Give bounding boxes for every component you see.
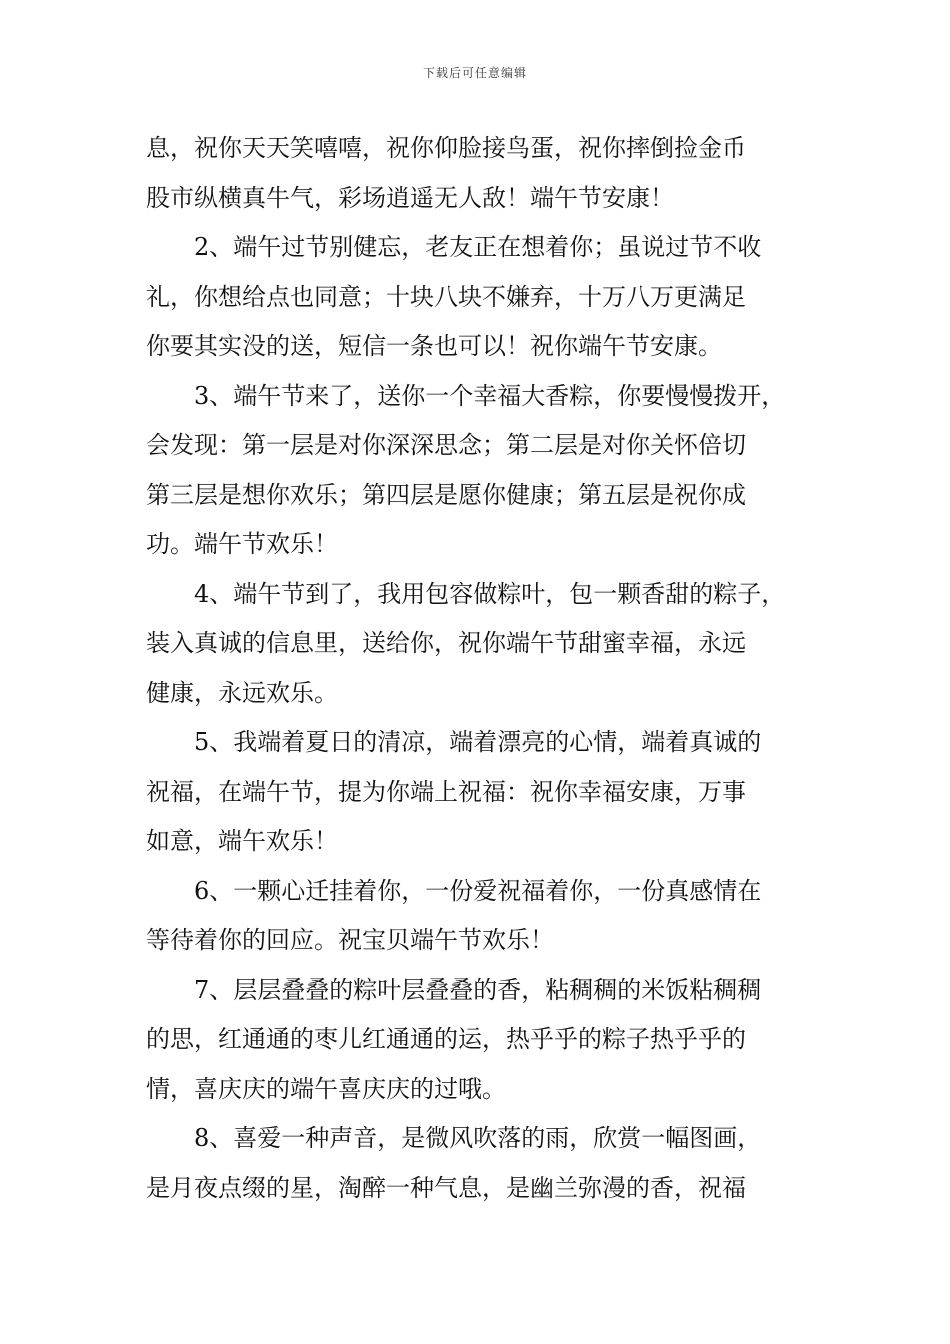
paragraph-line: 第三层是想你欢乐；第四层是愿你健康；第五层是祝你成 xyxy=(146,480,746,509)
paragraph-first-line: 4、端午节到了，我用包容做粽叶，包一颗香甜的粽子， xyxy=(194,579,786,608)
paragraph-line: 你要其实没的送，短信一条也可以！祝你端午节安康。 xyxy=(146,332,722,360)
paragraph-line: 息，祝你天天笑嘻嘻，祝你仰脸接鸟蛋，祝你摔倒捡金币 xyxy=(146,134,746,162)
paragraph-line: 会发现：第一层是对你深深思念；第二层是对你关怀倍切 xyxy=(146,431,746,459)
paragraph-line: 如意，端午欢乐！ xyxy=(146,827,338,855)
paragraph-line: 等待着你的回应。祝宝贝端午节欢乐！ xyxy=(146,926,554,954)
paragraph-line: 礼，你想给点也同意；十块八块不嫌弃，十万八万更满足 xyxy=(146,282,746,311)
paragraph-first-line: 6、一颗心迁挂着你，一份爱祝福着你，一份真感情在 xyxy=(194,876,762,905)
paragraph-line: 祝福，在端午节，提为你端上祝福：祝你幸福安康，万事 xyxy=(146,777,746,806)
paragraph-line: 健康，永远欢乐。 xyxy=(146,678,338,707)
paragraph-line: 的思，红通通的枣儿红通通的运，热乎乎的粽子热乎乎的 xyxy=(146,1025,746,1053)
paragraph-line: 是月夜点缀的星，淘醉一种气息，是幽兰弥漫的香，祝福 xyxy=(146,1173,746,1202)
paragraph-first-line: 8、喜爱一种声音，是微风吹落的雨，欣赏一幅图画， xyxy=(194,1124,762,1152)
page-header: 下载后可任意编辑 xyxy=(422,66,527,80)
document-body xyxy=(146,124,806,1213)
paragraph-line: 股市纵横真牛气，彩场逍遥无人敌！端午节安康！ xyxy=(146,183,674,212)
paragraph-line: 情，喜庆庆的端午喜庆庆的过哦。 xyxy=(146,1074,506,1103)
paragraph-first-line: 5、我端着夏日的清凉，端着漂亮的心情，端着真诚的 xyxy=(194,728,762,756)
paragraph-line: 功。端午节欢乐！ xyxy=(146,530,338,558)
paragraph-first-line: 3、端午节来了，送你一个幸福大香粽，你要慢慢拨开， xyxy=(194,381,786,410)
paragraph-line: 装入真诚的信息里，送给你，祝你端午节甜蜜幸福，永远 xyxy=(146,629,746,657)
paragraph-first-line: 2、端午过节别健忘，老友正在想着你；虽说过节不收 xyxy=(194,233,762,261)
paragraph-first-line: 7、层层叠叠的粽叶层叠叠的香，粘稠稠的米饭粘稠稠 xyxy=(194,975,762,1004)
